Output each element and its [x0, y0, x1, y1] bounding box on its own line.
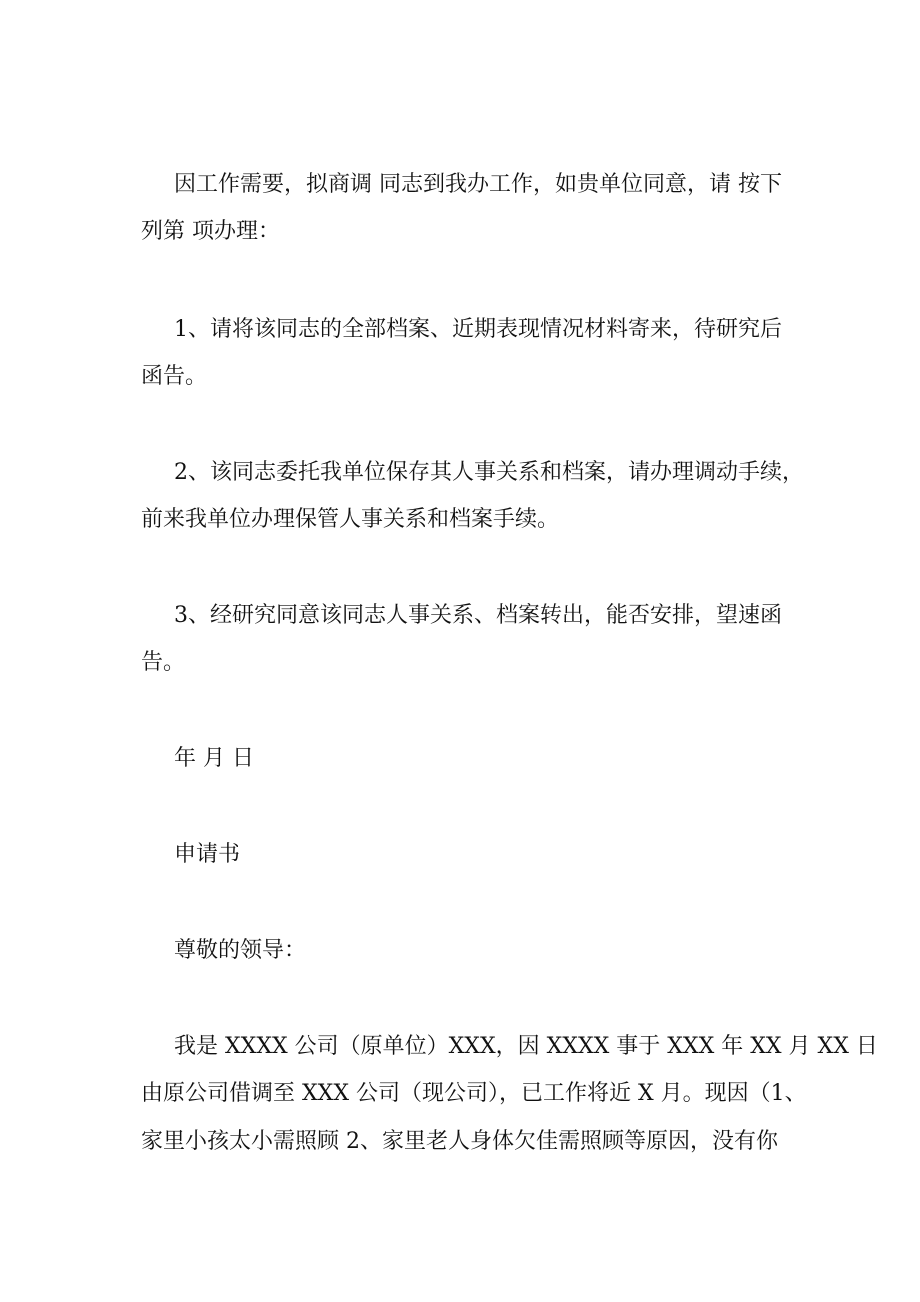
body-line1: 我是 XXXX 公司（原单位）XXX，因 XXXX 事于 XXX 年 XX 月 XX 日: [174, 1034, 878, 1059]
item2-line1: 2、该同志委托我单位保存其人事关系和档案，请办理调动手续，: [174, 460, 804, 485]
item1-line2: 函告。: [141, 364, 208, 389]
item3-line2: 告。: [141, 650, 186, 675]
para1-line2: 列第 项办理：: [141, 219, 280, 244]
item3-line1: 3、经研究同意该同志人事关系、档案转出，能否安排，望速函: [174, 603, 782, 628]
item1-line1: 1、请将该同志的全部档案、近期表现情况材料寄来，待研究后: [174, 317, 782, 342]
date-line: 年 月 日: [174, 746, 254, 771]
salutation: 尊敬的领导：: [174, 938, 307, 963]
body-line2: 由原公司借调至 XXX 公司（现公司），已工作将近 X 月。现因（1、: [141, 1081, 807, 1106]
item2-line2: 前来我单位办理保管人事关系和档案手续。: [141, 507, 560, 532]
body-line3: 家里小孩太小需照顾 2、家里老人身体欠佳需照顾等原因，没有你: [141, 1129, 778, 1154]
heading: 申请书: [174, 842, 241, 867]
para1-line1: 因工作需要，拟商调 同志到我办工作，如贵单位同意，请 按下: [174, 172, 782, 197]
